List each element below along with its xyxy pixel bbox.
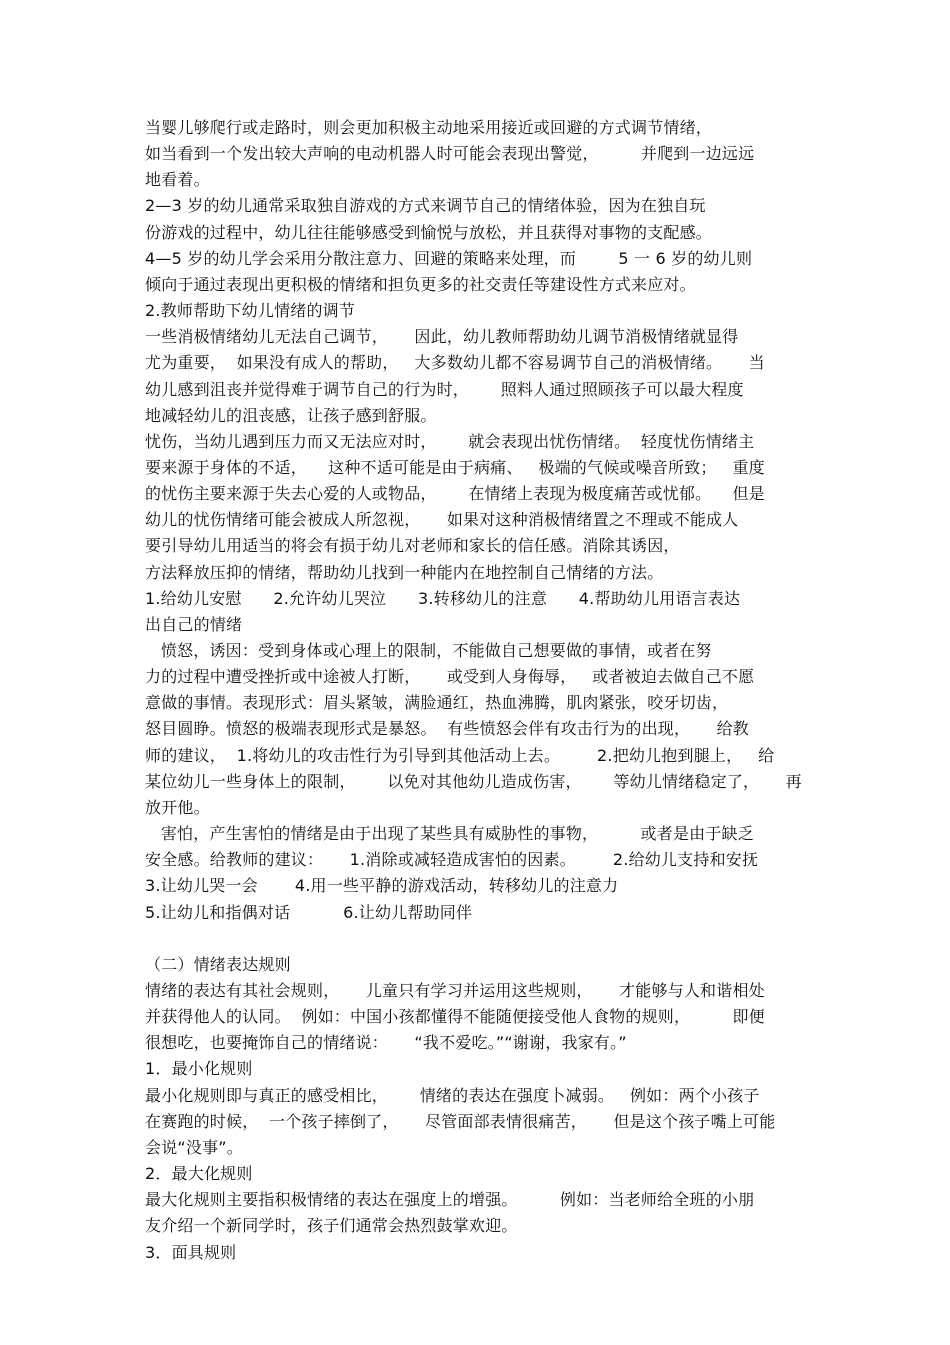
text-line: 师的建议， 1.将幼儿的攻击性行为引导到其他活动上去。 2.把幼儿抱到腿上， 给 (145, 745, 775, 765)
text-line: 愤怒，诱因：受到身体或心理上的限制，不能做自己想要做的事情，或者在努 (145, 641, 712, 660)
text-line: 最小化规则即与真正的感受相比， 情绪的表达在强度卜减弱。 例如：两个小孩子 (145, 1085, 760, 1105)
text-line: 当婴儿够爬行或走路时，则会更加积极主动地采用接近或回避的方式调节情绪， (145, 118, 713, 137)
text-line: 情绪的表达有其社会规则， 儿童只有学习并运用这些规则， 才能够与人和谐相处 (145, 980, 765, 1000)
text-line: 放开他。 (145, 797, 210, 817)
text-line: 1.给幼儿安慰 2.允许幼儿哭泣 3.转移幼儿的注意 4.帮助幼儿用语言表达 (145, 588, 741, 608)
text-line: 地减轻幼儿的沮丧感，让孩子感到舒服。 (145, 405, 437, 425)
text-line: 要来源于身体的不适， 这种不适可能是由于病痛、 极端的气候或噪音所致； 重度 (145, 457, 765, 477)
text-line: 忧伤，当幼儿遇到压力而又无法应对时， 就会表现出忧伤情绪。 轻度忧伤情绪主 (145, 431, 755, 451)
text-line: 幼儿的忧伤情绪可能会被成人所忽视， 如果对这种消极情绪置之不理或不能成人 (145, 510, 739, 530)
text-line: 倾向于通过表现出更积极的情绪和担负更多的社交责任等建设性方式来应对。 (145, 274, 696, 294)
text-line: 3.让幼儿哭一会 4.用一些平静的游戏活动，转移幼儿的注意力 (145, 876, 619, 896)
text-line: 1．最小化规则 (145, 1059, 253, 1079)
text-line: 尤为重要， 如果没有成人的帮助， 大多数幼儿都不容易调节自己的消极情绪。 当 (145, 353, 765, 373)
text-line: 并获得他人的认同。 例如：中国小孩都懂得不能随便接受他人食物的规则， 即便 (145, 1007, 765, 1027)
text-line: 幼儿感到沮丧并觉得难于调节自己的行为时， 照料人通过照顾孩子可以最大程度 (145, 379, 744, 399)
text-line: 意做的事情。表现形式：眉头紧皱，满脸通红，热血沸腾，肌肉紧张，咬牙切齿， (145, 693, 729, 713)
text-line: 力的过程中遭受挫折或中途被人打断， 或受到人身侮辱， 或者被迫去做自己不愿 (145, 667, 755, 687)
text-line: 某位幼儿一些身体上的限制， 以免对其他幼儿造成伤害， 等幼儿情绪稳定了， 再 (145, 771, 802, 791)
text-line: 会说“没事”。 (145, 1137, 243, 1157)
text-line: 份游戏的过程中，幼儿往往能够感受到愉悦与放松，并且获得对事物的支配感。 (145, 222, 713, 242)
text-line: 4—5 岁的幼儿学会采用分散注意力、回避的策略来处理，而 5 一 6 岁的幼儿则 (145, 248, 753, 268)
text-line: 5.让幼儿和指偶对话 6.让幼儿帮助同伴 (145, 902, 473, 922)
text-line: 如当看到一个发出较大声响的电动机器人时可能会表现出警觉， 并爬到一边远远 (145, 144, 755, 164)
text-line: 要引导幼儿用适当的将会有损于幼儿对老师和家长的信任感。消除其诱因， (145, 536, 680, 556)
text-line: 害怕，产生害怕的情绪是由于出现了某些具有威胁性的事物， 或者是由于缺乏 (145, 824, 754, 843)
text-line: 地看着。 (145, 170, 210, 190)
text-line: 很想吃，也要掩饰自己的情绪说： “我不爱吃。”“谢谢，我家有。” (145, 1033, 627, 1053)
text-line: 在赛跑的时候， 一个孩子摔倒了， 尽管面部表情很痛苦， 但是这个孩子嘴上可能 (145, 1111, 776, 1131)
text-line: 友介绍一个新同学时，孩子们通常会热烈鼓掌欢迎。 (145, 1216, 518, 1236)
text-line: 一些消极情绪幼儿无法自己调节， 因此，幼儿教师帮助幼儿调节消极情绪就显得 (145, 327, 739, 347)
text-line: 出自己的情绪 (145, 614, 243, 634)
text-line: 的忧伤主要来源于失去心爱的人或物品， 在情绪上表现为极度痛苦或忧郁。 但是 (145, 484, 765, 504)
text-line: 安全感。给教师的建议： 1.消除或减轻造成害怕的因素。 2.给幼儿支持和安抚 (145, 850, 759, 870)
text-line: 2．最大化规则 (145, 1164, 253, 1183)
text-line: 2—3 岁的幼儿通常采取独自游戏的方式来调节自己的情绪体验，因为在独自玩 (145, 196, 706, 216)
text-line: 最大化规则主要指积极情绪的表达在强度上的增强。 例如：当老师给全班的小朋 (145, 1190, 755, 1210)
text-line: 2.教师帮助下幼儿情绪的调节 (145, 301, 356, 320)
text-line: （二）情绪表达规则 (145, 954, 291, 974)
text-line: 方法释放压抑的情绪，帮助幼儿找到一种能内在地控制自己情绪的方法。 (145, 562, 664, 582)
text-line: 3．面具规则 (145, 1242, 237, 1262)
text-line: 怒目圆睁。愤怒的极端表现形式是暴怒。 有些愤怒会伴有攻击行为的出现， 给教 (145, 719, 750, 739)
